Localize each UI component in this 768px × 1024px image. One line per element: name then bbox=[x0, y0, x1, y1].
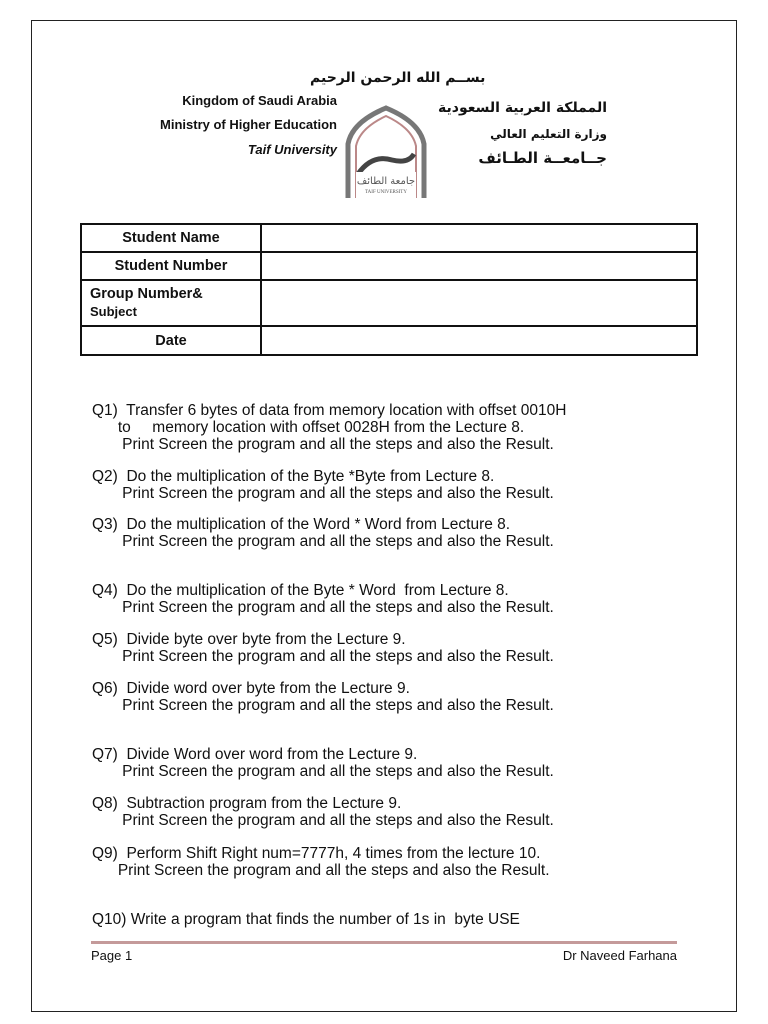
student-name-field[interactable] bbox=[261, 224, 697, 252]
question-line: Q6) Divide word over byte from the Lecture 9. bbox=[92, 680, 410, 697]
question-line: Print Screen the program and all the steps and also the Result. bbox=[92, 763, 554, 780]
question-line: Q9) Perform Shift Right num=7777h, 4 times from the lecture 10. bbox=[92, 845, 541, 862]
question-line: Print Screen the program and all the steps and also the Result. bbox=[92, 697, 554, 714]
question-line: Q4) Do the multiplication of the Byte * Word from Lecture 8. bbox=[92, 582, 509, 599]
student-name-label: Student Name bbox=[81, 224, 261, 252]
question-line: Print Screen the program and all the steps and also the Result. bbox=[92, 599, 554, 616]
group-subject-field[interactable] bbox=[261, 280, 697, 326]
question-line: Print Screen the program and all the steps and also the Result. bbox=[92, 812, 554, 829]
question-line: Print Screen the program and all the steps and also the Result. bbox=[92, 648, 554, 665]
question-line: Q8) Subtraction program from the Lecture 9. bbox=[92, 795, 402, 812]
question-line: Q7) Divide Word over word from the Lecture 9. bbox=[92, 746, 418, 763]
question-2 bbox=[92, 468, 554, 502]
page-number: Page 1 bbox=[91, 948, 133, 963]
basmala: بســم الله الرحمن الرحيم bbox=[310, 70, 486, 86]
question-1 bbox=[92, 402, 566, 453]
question-9 bbox=[92, 845, 550, 879]
footer-divider bbox=[91, 941, 677, 944]
question-3 bbox=[92, 516, 554, 550]
svg-text:TAIF UNIVERSITY: TAIF UNIVERSITY bbox=[365, 190, 407, 195]
group-subject-label bbox=[81, 280, 261, 326]
header-ministry: Ministry of Higher Education bbox=[160, 117, 337, 132]
date-field[interactable] bbox=[261, 326, 697, 355]
question-line: Q5) Divide byte over byte from the Lecture 9. bbox=[92, 631, 406, 648]
question-line: Print Screen the program and all the steps and also the Result. bbox=[92, 533, 554, 550]
question-7 bbox=[92, 746, 554, 780]
question-line: Print Screen the program and all the steps and also the Result. bbox=[92, 862, 550, 879]
header-university-ar: جــامعــة الطـائف bbox=[478, 149, 607, 167]
question-line: Print Screen the program and all the steps and also the Result. bbox=[92, 436, 554, 453]
question-4 bbox=[92, 582, 554, 616]
question-line: Print Screen the program and all the steps and also the Result. bbox=[92, 485, 554, 502]
student-number-label: Student Number bbox=[81, 252, 261, 280]
question-line: to memory location with offset 0028H from the Lecture 8. bbox=[92, 419, 525, 436]
group-number-label: Group Number& bbox=[90, 286, 203, 302]
question-8 bbox=[92, 795, 554, 829]
question-line: Q3) Do the multiplication of the Word * Word from Lecture 8. bbox=[92, 516, 511, 533]
date-label: Date bbox=[81, 326, 261, 355]
question-5 bbox=[92, 631, 554, 665]
header-kingdom-ar: المملكة العربية السعودية bbox=[438, 100, 607, 116]
university-logo bbox=[342, 104, 430, 200]
svg-text:جامعة الطائف: جامعة الطائف bbox=[356, 176, 416, 187]
subject-label: Subject bbox=[90, 304, 137, 319]
question-6 bbox=[92, 680, 554, 714]
question-line: Q2) Do the multiplication of the Byte *Byte from Lecture 8. bbox=[92, 468, 495, 485]
author-name: Dr Naveed Farhana bbox=[562, 948, 677, 963]
header-ministry-ar: وزارة التعليم العالي bbox=[490, 127, 607, 141]
question-10 bbox=[92, 911, 520, 928]
question-line: Q10) Write a program that finds the number of 1s in byte USE bbox=[92, 911, 520, 928]
header-university: Taif University bbox=[247, 142, 337, 157]
header-kingdom: Kingdom of Saudi Arabia bbox=[182, 93, 337, 108]
student-info-table bbox=[80, 223, 698, 356]
question-line: Q1) Transfer 6 bytes of data from memory location with offset 0010H bbox=[92, 402, 567, 419]
student-number-field[interactable] bbox=[261, 252, 697, 280]
